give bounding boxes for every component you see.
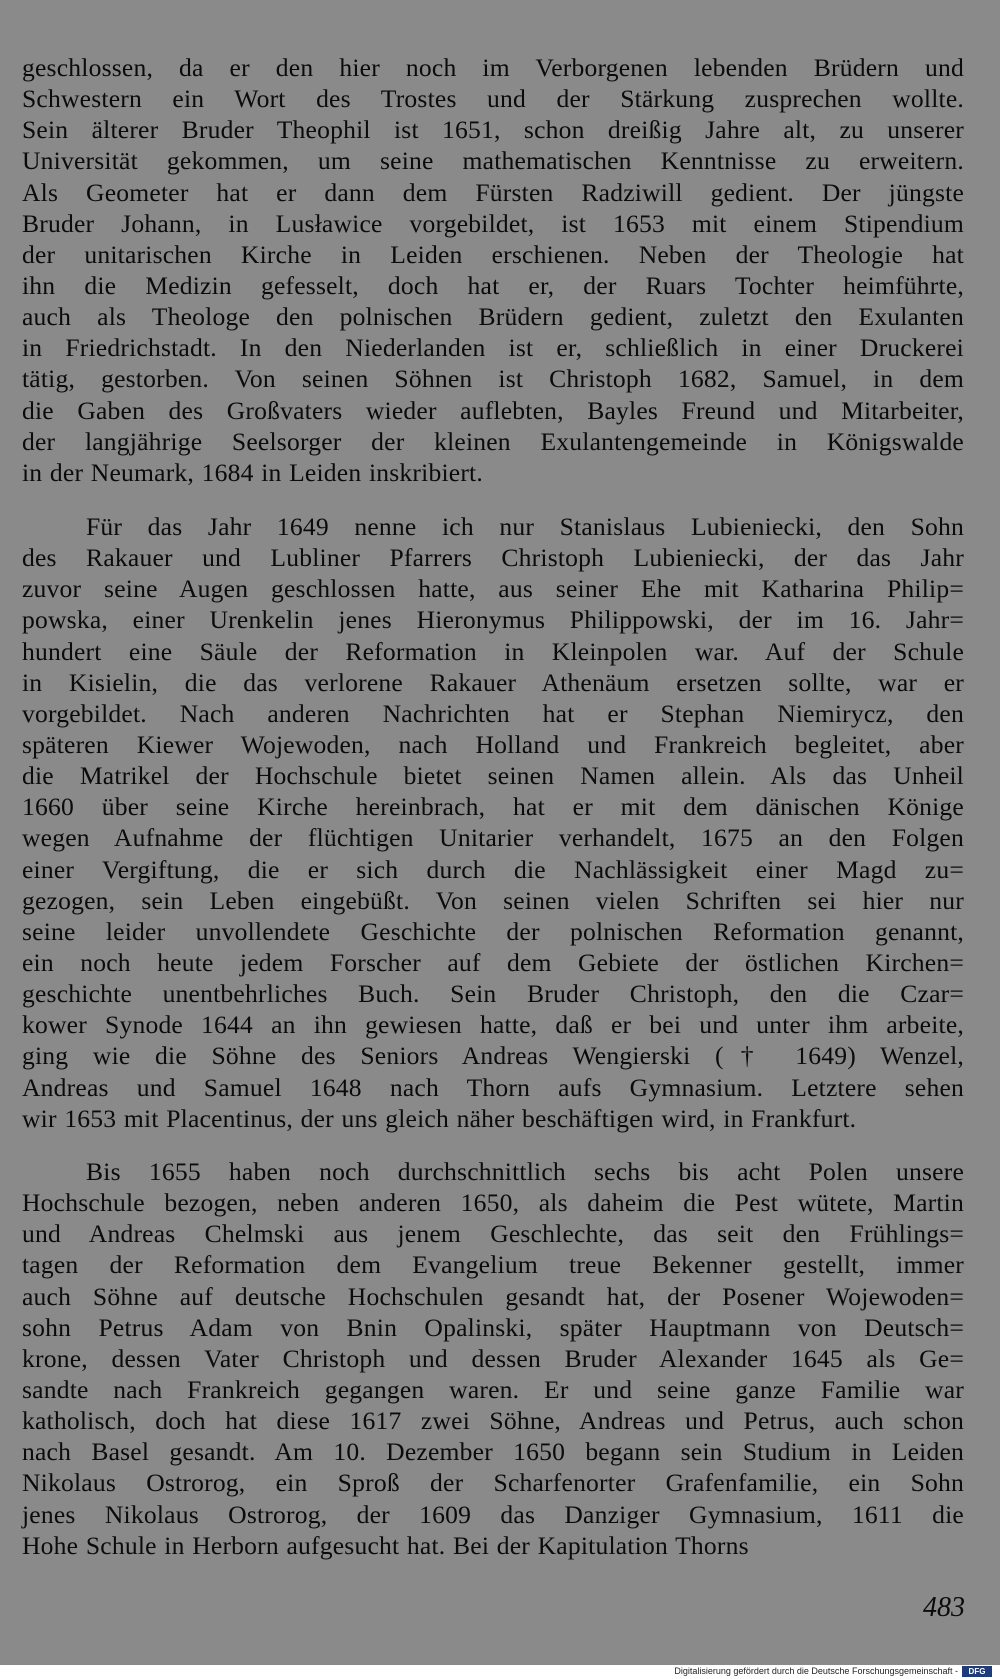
text-line: gezogen, sein Leben eingebüßt. Von seinen vielen Schriften sei hier nur: [22, 885, 964, 915]
paragraph-3: [22, 1156, 964, 1561]
text-line: die Matrikel der Hochschule bietet seinen Namen allein. Als das Unheil: [22, 761, 964, 791]
text-line: Andreas und Samuel 1648 nach Thorn aufs Gymnasium. Letztere sehen: [22, 1072, 964, 1102]
text-line: tagen der Reformation dem Evangelium treue Bekenner gestellt, immer: [22, 1250, 964, 1280]
text-line: hundert eine Säule der Reformation in Kleinpolen war. Auf der Schule: [22, 636, 964, 666]
text-line: und Andreas Chelmski aus jenem Geschlechte, das seit den Frühlings=: [22, 1219, 964, 1249]
text-line: Schwestern ein Wort des Trostes und der Stärkung zusprechen wollte.: [22, 84, 964, 114]
text-line: der langjährige Seelsorger der kleinen Exulantengemeinde in Königswalde: [22, 426, 964, 456]
dfg-logo: DFG: [962, 1666, 992, 1677]
text-line: einer Vergiftung, die er sich durch die Nachlässigkeit einer Magd zu=: [22, 854, 964, 884]
funding-credit: Digitalisierung gefördert durch die Deutsche Forschungsgemeinschaft -: [674, 1666, 958, 1676]
text-line: Sein älterer Bruder Theophil ist 1651, schon dreißig Jahre alt, zu unserer: [22, 115, 964, 145]
text-line: späteren Kiewer Wojewoden, nach Holland und Frankreich begleitet, aber: [22, 729, 964, 759]
text-line: sohn Petrus Adam von Bnin Opalinski, später Hauptmann von Deutsch=: [22, 1312, 964, 1342]
text-line: krone, dessen Vater Christoph und dessen Bruder Alexander 1645 als Ge=: [22, 1343, 964, 1373]
text-line: kower Synode 1644 an ihn gewiesen hatte, daß er bei und unter ihm arbeite,: [22, 1010, 964, 1040]
text-line: wir 1653 mit Placentinus, der uns gleich näher beschäftigen wird, in Frankfurt.: [22, 1103, 857, 1133]
text-line: Als Geometer hat er dann dem Fürsten Radziwill gedient. Der jüngste: [22, 177, 964, 207]
text-line: des Rakauer und Lubliner Pfarrers Christoph Lubieniecki, der das Jahr: [22, 543, 964, 573]
text-line: auch als Theologe den polnischen Brüdern gedient, zuletzt den Exulanten: [22, 302, 964, 332]
text-line: auch Söhne auf deutsche Hochschulen gesandt hat, der Posener Wojewoden=: [22, 1281, 964, 1311]
page-number: 483: [923, 1592, 965, 1623]
text-line: Für das Jahr 1649 nenne ich nur Stanislaus Lubieniecki, den Sohn: [86, 512, 964, 541]
text-line: Bruder Johann, in Lusławice vorgebildet, ist 1653 mit einem Stipendium: [22, 208, 964, 238]
text-line: in der Neumark, 1684 in Leiden inskribiert.: [22, 457, 483, 487]
text-line: vorgebildet. Nach anderen Nachrichten hat er Stephan Niemirycz, den: [22, 698, 964, 728]
text-line: 1660 über seine Kirche hereinbrach, hat er mit dem dänischen Könige: [22, 792, 964, 822]
text-line: seine leider unvollendete Geschichte der polnischen Reformation genannt,: [22, 916, 964, 946]
text-line: tätig, gestorben. Von seinen Söhnen ist Christoph 1682, Samuel, in dem: [22, 364, 964, 394]
text-line: geschichte unentbehrliches Buch. Sein Bruder Christoph, den die Czar=: [22, 979, 964, 1009]
digitization-footer: [0, 1665, 1000, 1679]
text-line: die Gaben des Großvaters wieder auflebten, Bayles Freund und Mitarbeiter,: [22, 395, 964, 425]
text-line: der unitarischen Kirche in Leiden erschienen. Neben der Theologie hat: [22, 239, 964, 269]
text-line: in Kisielin, die das verlorene Rakauer Athenäum ersetzen sollte, war er: [22, 667, 964, 697]
text-line: Hochschule bezogen, neben anderen 1650, als daheim die Pest wütete, Martin: [22, 1188, 964, 1218]
text-line: Nikolaus Ostrorog, ein Sproß der Scharfenorter Grafenfamilie, ein Sohn: [22, 1468, 964, 1498]
paragraph-1: [22, 52, 964, 488]
text-line: Bis 1655 haben noch durchschnittlich sechs bis acht Polen unsere: [86, 1157, 964, 1186]
text-line: nach Basel gesandt. Am 10. Dezember 1650 begann sein Studium in Leiden: [22, 1437, 964, 1467]
paragraph-2: [22, 511, 964, 1134]
text-line: wegen Aufnahme der flüchtigen Unitarier verhandelt, 1675 an den Folgen: [22, 823, 964, 853]
text-line: powska, einer Urenkelin jenes Hieronymus Philippowski, der im 16. Jahr=: [22, 605, 964, 635]
text-line: Hohe Schule in Herborn aufgesucht hat. Bei der Kapitulation Thorns: [22, 1530, 749, 1560]
text-line: zuvor seine Augen geschlossen hatte, aus seiner Ehe mit Katharina Philip=: [22, 574, 964, 604]
text-line: geschlossen, da er den hier noch im Verborgenen lebenden Brüdern und: [22, 53, 964, 82]
text-line: ein noch heute jedem Forscher auf dem Gebiete der östlichen Kirchen=: [22, 947, 964, 977]
text-line: ging wie die Söhne des Seniors Andreas Wengierski († 1649) Wenzel,: [22, 1041, 964, 1071]
text-line: jenes Nikolaus Ostrorog, der 1609 das Danziger Gymnasium, 1611 die: [22, 1499, 964, 1529]
text-line: ihn die Medizin gefesselt, doch hat er, der Ruars Tochter heimführte,: [22, 270, 964, 300]
text-line: in Friedrichstadt. In den Niederlanden ist er, schließlich in einer Druckerei: [22, 333, 964, 363]
text-line: Universität gekommen, um seine mathematischen Kenntnisse zu erweitern.: [22, 146, 964, 176]
text-line: sandte nach Frankreich gegangen waren. Er und seine ganze Familie war: [22, 1374, 964, 1404]
text-line: katholisch, doch hat diese 1617 zwei Söhne, Andreas und Petrus, auch schon: [22, 1406, 964, 1436]
